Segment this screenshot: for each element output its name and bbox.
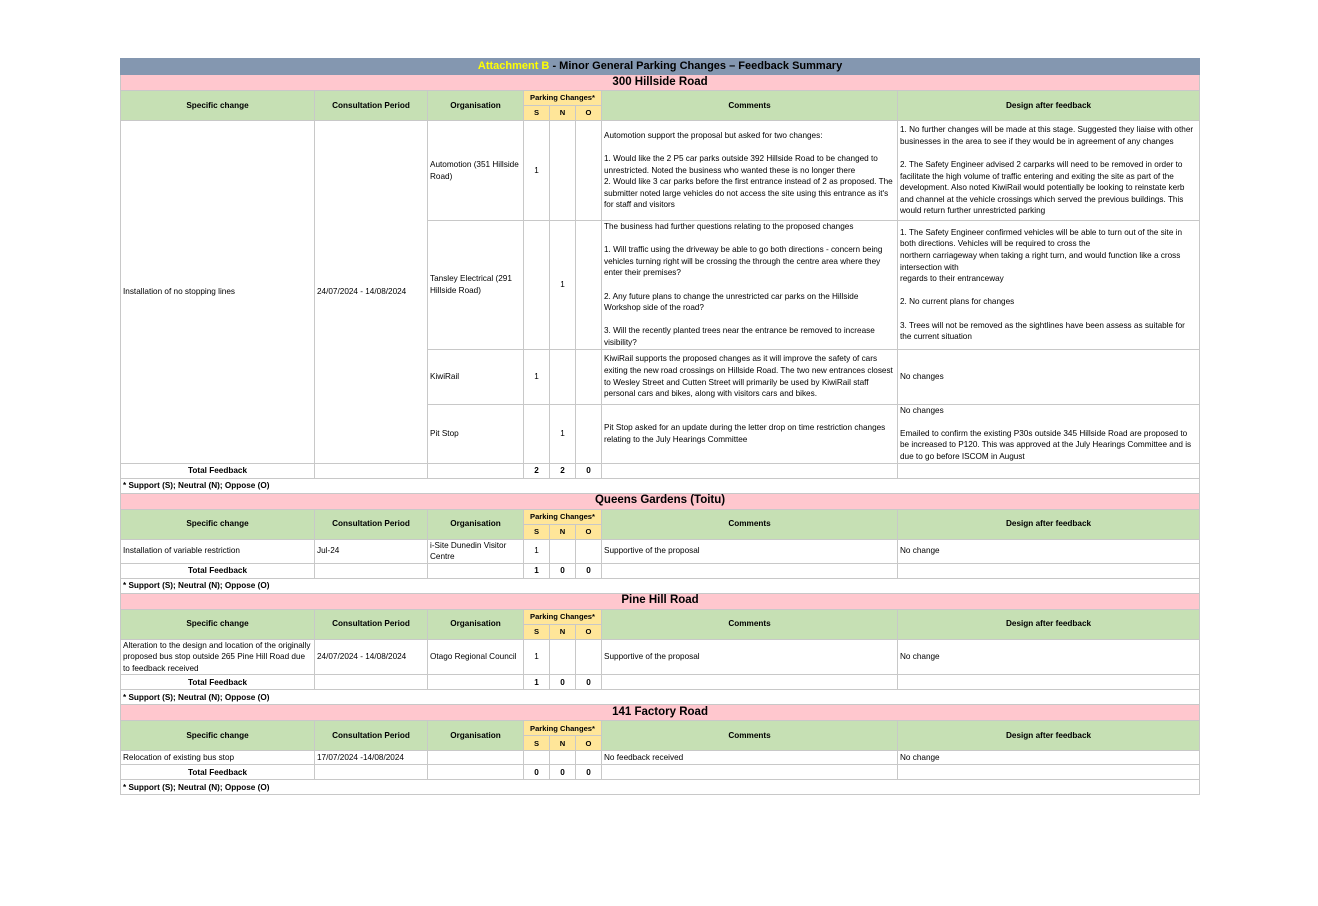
organisation-cell: Automotion (351 Hillside Road) bbox=[428, 121, 524, 221]
total-n: 2 bbox=[550, 463, 576, 478]
total-s: 1 bbox=[524, 675, 550, 690]
comments-cell: Supportive of the proposal bbox=[602, 639, 898, 675]
oppose-cell bbox=[576, 639, 602, 675]
total-empty-cell bbox=[428, 563, 524, 578]
table-row bbox=[121, 121, 1200, 221]
header-row bbox=[121, 91, 1200, 106]
header-consultation-period: Consultation Period bbox=[315, 721, 428, 751]
header-n: N bbox=[550, 736, 576, 751]
support-cell: 1 bbox=[524, 349, 550, 404]
header-s: S bbox=[524, 106, 550, 121]
total-label: Total Feedback bbox=[121, 765, 315, 780]
header-design-after-feedback: Design after feedback bbox=[898, 509, 1200, 539]
comments-cell: The business had further questions relating to the proposed changes 1. Will traffic using the driveway be able to go both directions - concern being vehicles turning right will be crossing the through the centre area where they enter their premises? 2. Any future plans to change the unrestricted car parks on the Hillside Workshop side of the road? 3. Will the recently planted trees near the entrance be removed to increase visibility? bbox=[602, 221, 898, 350]
oppose-cell bbox=[576, 539, 602, 563]
section-title-row bbox=[121, 593, 1200, 609]
design-cell: 1. The Safety Engineer confirmed vehicles will be able to turn out of the site in both directions. Vehicles will be required to cross the northern carriageway when taking a right turn, and would function like a cross intersection with regards to their entranceway 2. No current plans for changes 3. Trees will not be removed as the sightlines have been assess as suitable for the current situation bbox=[898, 221, 1200, 350]
consultation-period-cell: 24/07/2024 - 14/08/2024 bbox=[315, 639, 428, 675]
header-n: N bbox=[550, 624, 576, 639]
sheet-title bbox=[121, 59, 1200, 75]
total-empty-cell bbox=[602, 675, 898, 690]
table-row bbox=[121, 751, 1200, 765]
total-empty-cell bbox=[315, 563, 428, 578]
header-parking-changes: Parking Changes* bbox=[524, 609, 602, 624]
neutral-cell: 1 bbox=[550, 404, 576, 463]
header-o: O bbox=[576, 624, 602, 639]
specific-change-cell: Installation of no stopping lines bbox=[121, 121, 315, 464]
section-title: 300 Hillside Road bbox=[121, 75, 1200, 91]
total-label: Total Feedback bbox=[121, 463, 315, 478]
header-n: N bbox=[550, 524, 576, 539]
total-empty-cell bbox=[602, 463, 898, 478]
neutral-cell: 1 bbox=[550, 221, 576, 350]
total-row bbox=[121, 675, 1200, 690]
header-o: O bbox=[576, 106, 602, 121]
total-o: 0 bbox=[576, 563, 602, 578]
title-row bbox=[121, 59, 1200, 75]
oppose-cell bbox=[576, 121, 602, 221]
title-accent: Attachment B bbox=[477, 59, 550, 72]
comments-cell: Supportive of the proposal bbox=[602, 539, 898, 563]
header-design-after-feedback: Design after feedback bbox=[898, 721, 1200, 751]
oppose-cell bbox=[576, 751, 602, 765]
header-s: S bbox=[524, 624, 550, 639]
design-cell: No changes Emailed to confirm the existing P30s outside 345 Hillside Road are proposed to be increased to P120. This was approved at the July Hearings Committee and is due to go before ISCOM in August bbox=[898, 404, 1200, 463]
neutral-cell bbox=[550, 349, 576, 404]
neutral-cell bbox=[550, 639, 576, 675]
total-empty-cell bbox=[898, 675, 1200, 690]
neutral-cell bbox=[550, 121, 576, 221]
section-title-row bbox=[121, 75, 1200, 91]
support-cell: 1 bbox=[524, 639, 550, 675]
header-design-after-feedback: Design after feedback bbox=[898, 91, 1200, 121]
header-parking-changes: Parking Changes* bbox=[524, 91, 602, 106]
oppose-cell bbox=[576, 221, 602, 350]
support-cell bbox=[524, 404, 550, 463]
header-specific-change: Specific change bbox=[121, 609, 315, 639]
feedback-summary-sheet bbox=[120, 58, 1199, 795]
header-consultation-period: Consultation Period bbox=[315, 91, 428, 121]
section-title: Pine Hill Road bbox=[121, 593, 1200, 609]
total-row bbox=[121, 563, 1200, 578]
section-title: 141 Factory Road bbox=[121, 705, 1200, 721]
header-design-after-feedback: Design after feedback bbox=[898, 609, 1200, 639]
legend-note-row bbox=[121, 780, 1200, 795]
total-s: 1 bbox=[524, 563, 550, 578]
legend-note-row bbox=[121, 690, 1200, 705]
organisation-cell: Pit Stop bbox=[428, 404, 524, 463]
specific-change-cell: Installation of variable restriction bbox=[121, 539, 315, 563]
organisation-cell: Tansley Electrical (291 Hillside Road) bbox=[428, 221, 524, 350]
total-s: 0 bbox=[524, 765, 550, 780]
consultation-period-cell: 17/07/2024 -14/08/2024 bbox=[315, 751, 428, 765]
total-empty-cell bbox=[898, 765, 1200, 780]
header-s: S bbox=[524, 736, 550, 751]
header-parking-changes: Parking Changes* bbox=[524, 721, 602, 736]
total-empty-cell bbox=[898, 463, 1200, 478]
design-cell: 1. No further changes will be made at this stage. Suggested they liaise with other businesses in the area to see if they would be in agreement of any changes 2. The Safety Engineer advised 2 carparks will need to be removed in order to facilitate the high volume of traffic entering and exiting the site as part of the development. Also noted KiwiRail would potentially be looking to reinstate kerb and channel at the vehicle crossings which served the previous buildings. This would return further unrestricted parking bbox=[898, 121, 1200, 221]
header-comments: Comments bbox=[602, 609, 898, 639]
header-comments: Comments bbox=[602, 509, 898, 539]
design-cell: No changes bbox=[898, 349, 1200, 404]
header-consultation-period: Consultation Period bbox=[315, 509, 428, 539]
support-cell: 1 bbox=[524, 121, 550, 221]
table-row bbox=[121, 639, 1200, 675]
organisation-cell: KiwiRail bbox=[428, 349, 524, 404]
header-row bbox=[121, 721, 1200, 736]
total-label: Total Feedback bbox=[121, 675, 315, 690]
section-title-row bbox=[121, 705, 1200, 721]
comments-cell: Pit Stop asked for an update during the letter drop on time restriction changes relating to the July Hearings Committee bbox=[602, 404, 898, 463]
header-s: S bbox=[524, 524, 550, 539]
comments-cell: Automotion support the proposal but asked for two changes: 1. Would like the 2 P5 car parks outside 392 Hillside Road to be changed to unrestricted. Noted the business who wanted these is no longer there 2. Would like 3 car parks before the first entrance instead of 2 as proposed. The submitter noted large vehicles do not access the site using this entrance as it's for staff and visitors bbox=[602, 121, 898, 221]
header-specific-change: Specific change bbox=[121, 91, 315, 121]
section-title: Queens Gardens (Toitu) bbox=[121, 493, 1200, 509]
header-parking-changes: Parking Changes* bbox=[524, 509, 602, 524]
legend-note-row bbox=[121, 578, 1200, 593]
total-n: 0 bbox=[550, 675, 576, 690]
header-row bbox=[121, 509, 1200, 524]
header-consultation-period: Consultation Period bbox=[315, 609, 428, 639]
legend-note: * Support (S); Neutral (N); Oppose (O) bbox=[121, 780, 1200, 795]
total-empty-cell bbox=[428, 463, 524, 478]
total-empty-cell bbox=[315, 765, 428, 780]
legend-note: * Support (S); Neutral (N); Oppose (O) bbox=[121, 478, 1200, 493]
legend-note-row bbox=[121, 478, 1200, 493]
neutral-cell bbox=[550, 539, 576, 563]
total-empty-cell bbox=[428, 765, 524, 780]
legend-note: * Support (S); Neutral (N); Oppose (O) bbox=[121, 690, 1200, 705]
comments-cell: No feedback received bbox=[602, 751, 898, 765]
total-row bbox=[121, 463, 1200, 478]
total-empty-cell bbox=[315, 463, 428, 478]
consultation-period-cell: Jul-24 bbox=[315, 539, 428, 563]
consultation-period-cell: 24/07/2024 - 14/08/2024 bbox=[315, 121, 428, 464]
header-organisation: Organisation bbox=[428, 609, 524, 639]
header-organisation: Organisation bbox=[428, 91, 524, 121]
total-empty-cell bbox=[898, 563, 1200, 578]
total-o: 0 bbox=[576, 463, 602, 478]
total-o: 0 bbox=[576, 765, 602, 780]
total-n: 0 bbox=[550, 563, 576, 578]
header-row bbox=[121, 609, 1200, 624]
specific-change-cell: Relocation of existing bus stop bbox=[121, 751, 315, 765]
total-label: Total Feedback bbox=[121, 563, 315, 578]
neutral-cell bbox=[550, 751, 576, 765]
total-n: 0 bbox=[550, 765, 576, 780]
total-s: 2 bbox=[524, 463, 550, 478]
header-o: O bbox=[576, 736, 602, 751]
section-title-row bbox=[121, 493, 1200, 509]
table-row bbox=[121, 539, 1200, 563]
total-row bbox=[121, 765, 1200, 780]
total-empty-cell bbox=[315, 675, 428, 690]
design-cell: No change bbox=[898, 639, 1200, 675]
total-o: 0 bbox=[576, 675, 602, 690]
design-cell: No change bbox=[898, 539, 1200, 563]
support-cell: 1 bbox=[524, 539, 550, 563]
design-cell: No change bbox=[898, 751, 1200, 765]
header-o: O bbox=[576, 524, 602, 539]
specific-change-cell: Alteration to the design and location of the originally proposed bus stop outside 265 Pine Hill Road due to feedback received bbox=[121, 639, 315, 675]
total-empty-cell bbox=[428, 675, 524, 690]
feedback-summary-table bbox=[120, 58, 1200, 795]
legend-note: * Support (S); Neutral (N); Oppose (O) bbox=[121, 578, 1200, 593]
title-text: - Minor General Parking Changes – Feedback Summary bbox=[549, 59, 843, 72]
total-empty-cell bbox=[602, 563, 898, 578]
header-specific-change: Specific change bbox=[121, 509, 315, 539]
organisation-cell: i-Site Dunedin Visitor Centre bbox=[428, 539, 524, 563]
comments-cell: KiwiRail supports the proposed changes as it will improve the safety of cars exiting the new road crossings on Hillside Road. The two new entrances closest to Wesley Street and Cutten Street will primarily be used by KiwiRail staff personal cars and bikes, along with visitors cars and bikes. bbox=[602, 349, 898, 404]
header-comments: Comments bbox=[602, 91, 898, 121]
organisation-cell bbox=[428, 751, 524, 765]
header-comments: Comments bbox=[602, 721, 898, 751]
header-specific-change: Specific change bbox=[121, 721, 315, 751]
header-n: N bbox=[550, 106, 576, 121]
organisation-cell: Otago Regional Council bbox=[428, 639, 524, 675]
support-cell bbox=[524, 221, 550, 350]
oppose-cell bbox=[576, 404, 602, 463]
support-cell bbox=[524, 751, 550, 765]
total-empty-cell bbox=[602, 765, 898, 780]
header-organisation: Organisation bbox=[428, 721, 524, 751]
header-organisation: Organisation bbox=[428, 509, 524, 539]
oppose-cell bbox=[576, 349, 602, 404]
